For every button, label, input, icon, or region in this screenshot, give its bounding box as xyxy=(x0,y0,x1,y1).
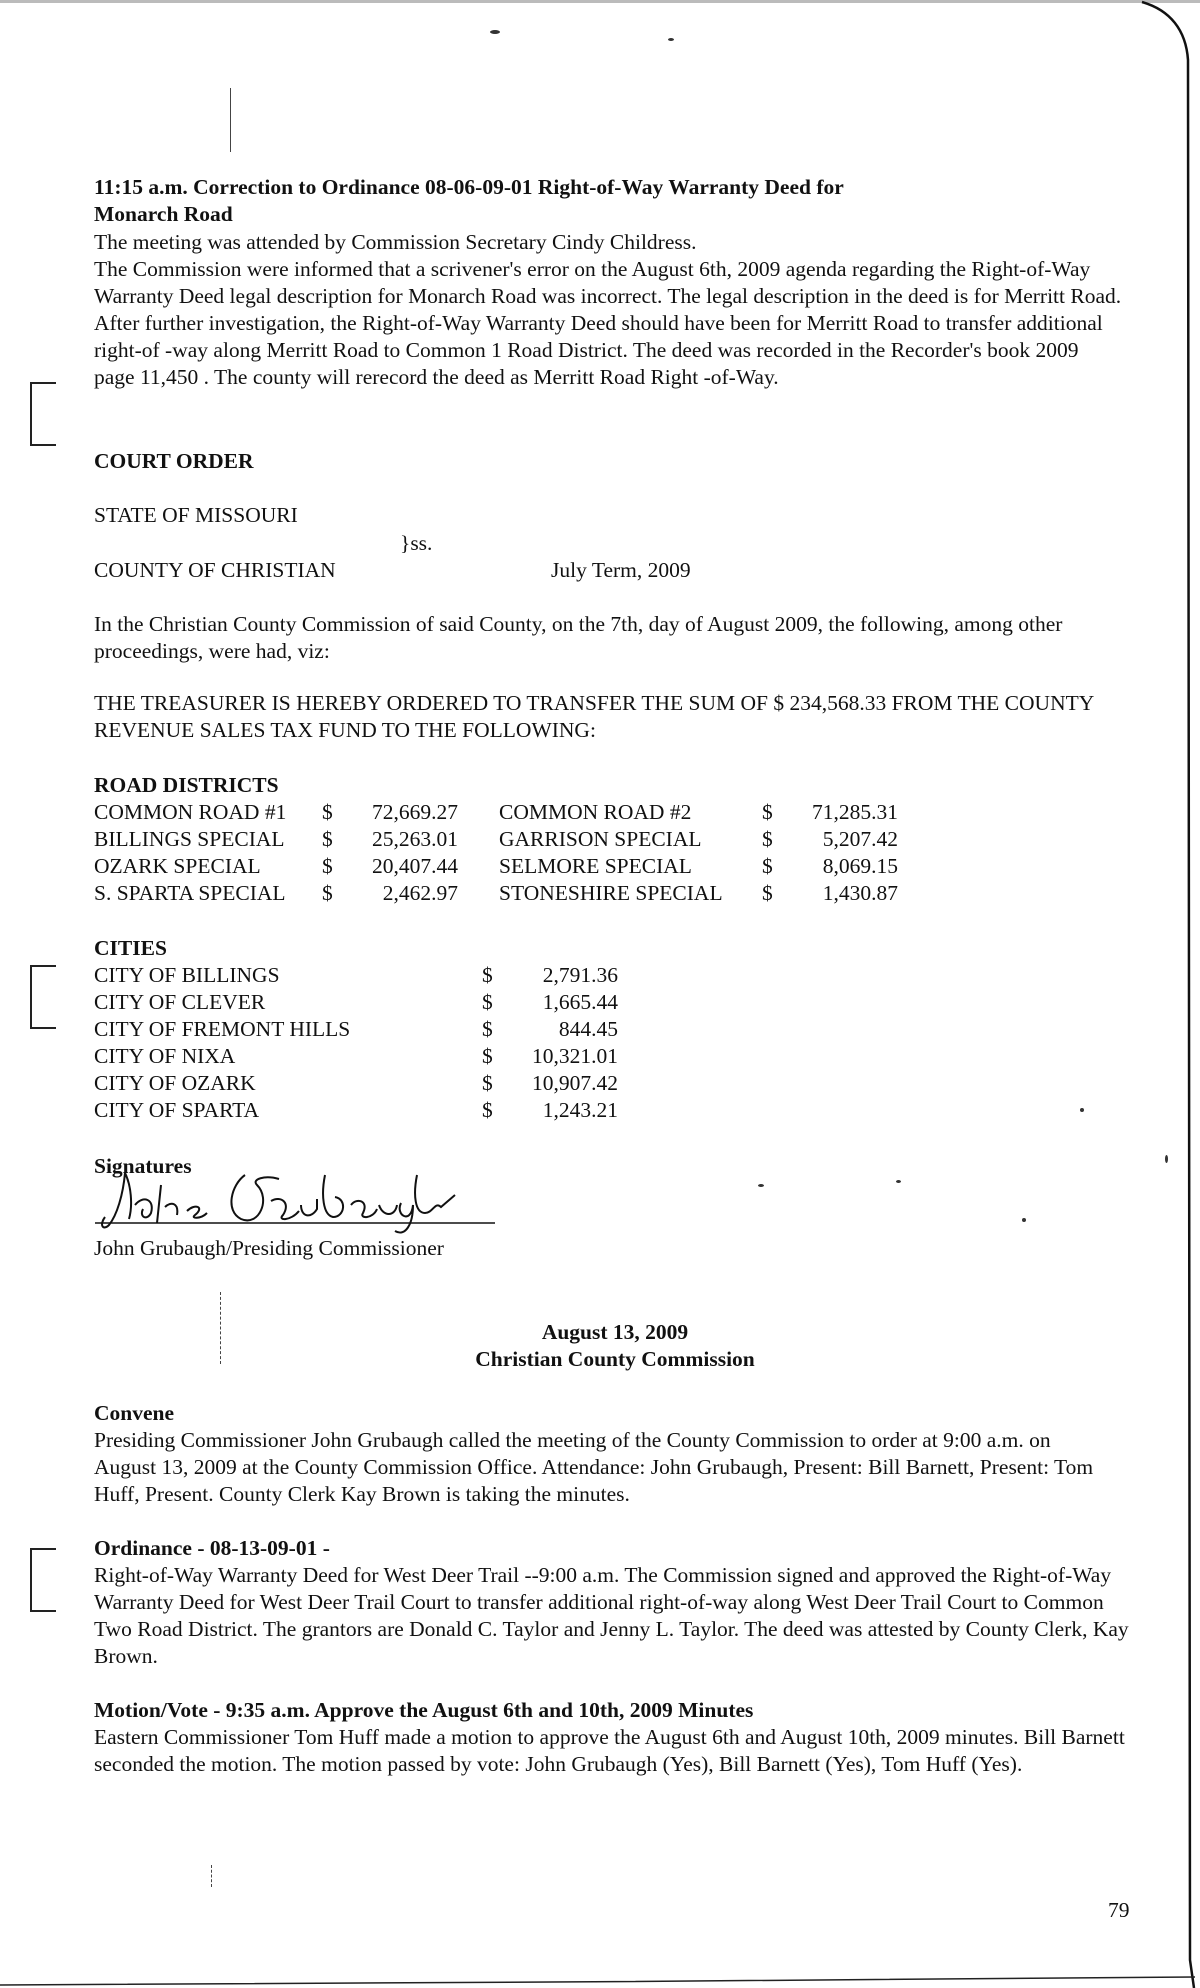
section-heading-continued: Monarch Road xyxy=(94,202,233,226)
city-amount: 10,907.42 xyxy=(532,1071,618,1095)
convene-text: Presiding Commissioner John Grubaugh called the meeting of the County Commission to order at 9:00 a.m. on August 13, 2009 at the County Commission Office. Attendance: John Grubaugh, Present: Bill Barnett, Present: Tom Huff, Present. County Clerk Kay Brown is taking the minutes. xyxy=(94,1428,1094,1506)
road-district-currency: $ xyxy=(762,827,773,851)
road-district-name: COMMON ROAD #2 xyxy=(499,800,692,824)
scan-mark-line xyxy=(220,1292,221,1364)
correction-text: The Commission were informed that a scrivener's error on the August 6th, 2009 agenda regarding the Right-of-Way Warranty Deed legal description for Monarch Road was incorrect. The legal description in the deed is for Merritt Road. After further investigation, the Right-of-Way Warranty Deed should have been for Merritt Road to transfer additional right-of -way along Merritt Road to Common 1 Road District. The deed was recorded in the Recorder's book 2009 page 11,450 . The county will rerecord the deed as Merritt Road Right -of-Way. xyxy=(94,257,1122,389)
motion-heading: Motion/Vote - 9:35 a.m. Approve the August 6th and 10th, 2009 Minutes xyxy=(94,1698,754,1722)
road-district-amount: 1,430.87 xyxy=(822,881,898,905)
road-district-name: SELMORE SPECIAL xyxy=(499,854,692,878)
scan-speck xyxy=(1022,1218,1026,1222)
road-district-currency: $ xyxy=(762,800,773,824)
road-district-name: STONESHIRE SPECIAL xyxy=(499,881,723,905)
road-district-amount: 20,407.44 xyxy=(372,854,458,878)
city-name: CITY OF SPARTA xyxy=(94,1098,260,1122)
scan-speck xyxy=(490,30,500,34)
scan-bottom-curve xyxy=(0,1955,1200,1988)
scan-corner-curve xyxy=(1130,0,1200,1988)
meeting-date: August 13, 2009 xyxy=(541,1320,689,1344)
road-district-currency: $ xyxy=(762,881,773,905)
city-currency: $ xyxy=(482,1098,493,1122)
road-district-currency: $ xyxy=(762,854,773,878)
city-name: CITY OF BILLINGS xyxy=(94,963,280,987)
road-district-name: COMMON ROAD #1 xyxy=(94,800,287,824)
handwritten-signature xyxy=(95,1155,495,1235)
city-amount: 1,665.44 xyxy=(542,990,618,1014)
scan-speck xyxy=(1080,1108,1084,1112)
punch-hole-bracket xyxy=(30,1548,56,1612)
road-district-amount: 25,263.01 xyxy=(372,827,458,851)
road-district-currency: $ xyxy=(322,800,333,824)
city-currency: $ xyxy=(482,990,493,1014)
road-district-name: S. SPARTA SPECIAL xyxy=(94,881,286,905)
scan-speck xyxy=(758,1184,764,1187)
section-heading: 11:15 a.m. Correction to Ordinance 08-06-09-01 Right-of-Way Warranty Deed for xyxy=(94,175,844,199)
road-district-name: GARRISON SPECIAL xyxy=(499,827,702,851)
cities-heading: CITIES xyxy=(94,936,167,960)
convene-heading: Convene xyxy=(94,1401,175,1425)
ordinance-heading: Ordinance - 08-13-09-01 - xyxy=(94,1536,330,1560)
signatures-heading: Signatures xyxy=(94,1154,192,1178)
city-amount: 10,321.01 xyxy=(532,1044,618,1068)
punch-hole-bracket xyxy=(30,382,56,446)
road-district-amount: 5,207.42 xyxy=(822,827,898,851)
ordinance-text: Right-of-Way Warranty Deed for West Deer Trail --9:00 a.m. The Commission signed and approved the Right-of-Way Warranty Deed for West Deer Trail Court to transfer additional right-of-way along West Deer Trail Court to Common Two Road District. The grantors are Donald C. Taylor and Jenny L. Taylor. The deed was attested by County Clerk, Kay Brown. xyxy=(94,1563,1129,1668)
road-district-amount: 72,669.27 xyxy=(372,800,458,824)
city-name: CITY OF CLEVER xyxy=(94,990,266,1014)
road-district-name: OZARK SPECIAL xyxy=(94,854,261,878)
city-name: CITY OF OZARK xyxy=(94,1071,256,1095)
scan-speck xyxy=(668,38,674,41)
road-district-amount: 71,285.31 xyxy=(812,800,898,824)
attendance-text: The meeting was attended by Commission Secretary Cindy Childress. xyxy=(94,230,697,254)
term-line: July Term, 2009 xyxy=(551,558,691,582)
road-districts-heading: ROAD DISTRICTS xyxy=(94,773,279,797)
scan-speck xyxy=(896,1180,901,1183)
city-name: CITY OF NIXA xyxy=(94,1044,236,1068)
section-body xyxy=(94,229,1124,391)
city-currency: $ xyxy=(482,1071,493,1095)
scan-top-border xyxy=(0,0,1200,3)
state-line: STATE OF MISSOURI xyxy=(94,503,298,527)
court-order-intro: In the Christian County Commission of said County, on the 7th, day of August 2009, the following, among other proceedings, were had, viz: xyxy=(94,612,1063,663)
signer-name: John Grubaugh/Presiding Commissioner xyxy=(94,1236,444,1260)
ss-bracket: }ss. xyxy=(400,531,433,555)
page-number: 79 xyxy=(1108,1898,1130,1922)
road-district-currency: $ xyxy=(322,854,333,878)
county-line: COUNTY OF CHRISTIAN xyxy=(94,558,336,582)
court-order-heading: COURT ORDER xyxy=(94,449,254,473)
court-order-directive: THE TREASURER IS HEREBY ORDERED TO TRANSFER THE SUM OF $ 234,568.33 FROM THE COUNTY REVENUE SALES TAX FUND TO THE FOLLOWING: xyxy=(94,691,1094,742)
punch-hole-bracket xyxy=(30,965,56,1029)
motion-text: Eastern Commissioner Tom Huff made a motion to approve the August 6th and August 10th, 2009 minutes. Bill Barnett seconded the motion. The motion passed by vote: John Grubaugh (Yes), Bill Barnett (Yes), Tom Huff (Yes). xyxy=(94,1725,1125,1776)
city-amount: 844.45 xyxy=(558,1017,618,1041)
road-district-amount: 8,069.15 xyxy=(822,854,898,878)
city-currency: $ xyxy=(482,1044,493,1068)
scan-mark-line xyxy=(230,88,231,152)
meeting-body: Christian County Commission xyxy=(475,1347,755,1371)
city-name: CITY OF FREMONT HILLS xyxy=(94,1017,351,1041)
road-district-currency: $ xyxy=(322,827,333,851)
road-district-currency: $ xyxy=(322,881,333,905)
scan-speck xyxy=(1165,1155,1168,1163)
road-district-name: BILLINGS SPECIAL xyxy=(94,827,285,851)
scan-mark-line xyxy=(211,1865,212,1887)
city-amount: 2,791.36 xyxy=(542,963,618,987)
city-currency: $ xyxy=(482,963,493,987)
city-amount: 1,243.21 xyxy=(542,1098,618,1122)
city-currency: $ xyxy=(482,1017,493,1041)
road-district-amount: 2,462.97 xyxy=(382,881,458,905)
